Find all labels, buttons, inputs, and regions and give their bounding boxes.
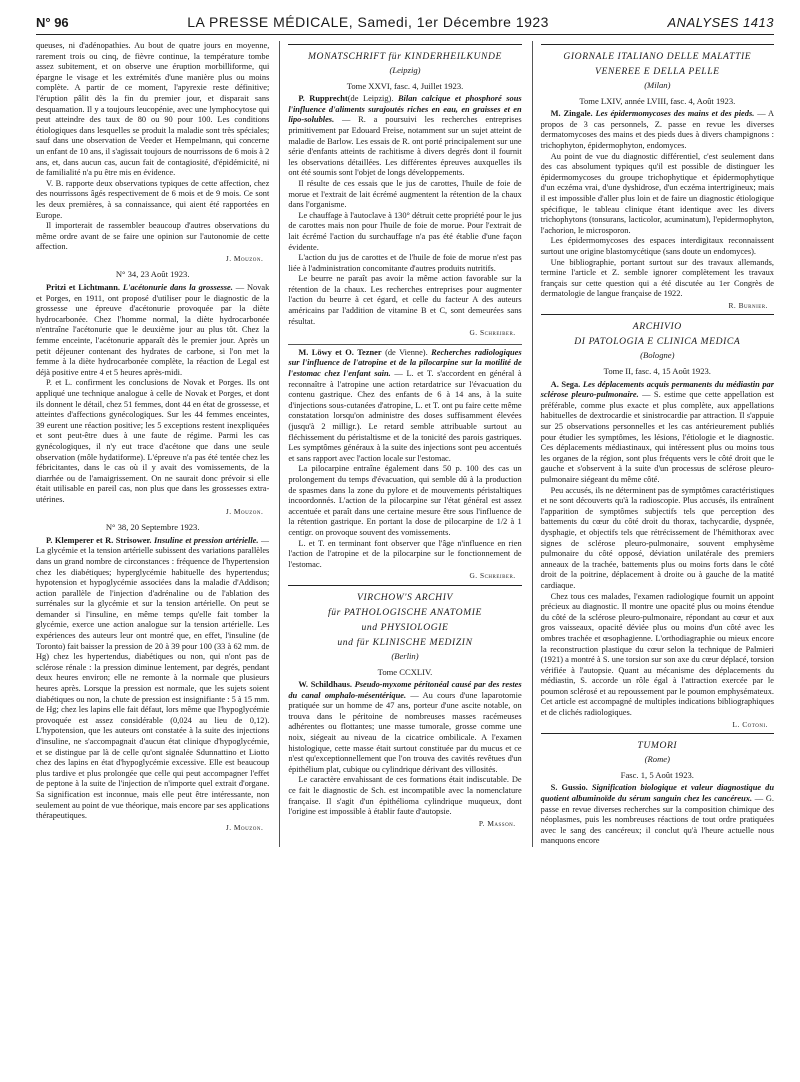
- column-1: [36, 41, 269, 847]
- article-author: P. Klemperer et R. Strisower.: [46, 535, 152, 545]
- journal-city: (Leipzig): [389, 65, 421, 75]
- divider: [541, 314, 774, 315]
- paragraph: Une bibliographie, portant surtout sur des travaux allemands, termine l'article et Z. semble ignorer complètement les travaux français sur cette question qui a été discutée au 1er Congrès de dermatologie de langue française de 1922.: [540, 257, 774, 299]
- article: [36, 536, 269, 822]
- signature: J. Mouzon.: [225, 253, 264, 263]
- article-author: M. Zingale.: [550, 109, 593, 119]
- article-text: — La glycémie et la tension artérielle subissent des variations parallèles dans un grand nombre de circonstances : fréquence de l'hypertension chez les diabétiques; hyperglycémie habituelle des hypertendus; hypotension et hypoglycémie associées dans la maladie d'Addison; action parallèle de l'injection d'adrénaline ou de l'ablation des surrénales sur la glycémie et sur la tension artérielle. On peut se demander si l'insuline, en même temps qu'elle fait tomber la glycémie, exerce une action analogue sur la tension artérielle. Les expériences des auteurs leur ont montré que, en effet, l'insuline (de Toronto) fait baisser la pression de 20 à 39 pour 100 (33 à 62 mm. de Hg) chez les hypertendus, diabétiques ou non, qui n'ont pas de sclérose rénale : la pression diminue lentement, par degrés, pendant deux heures environ; elle ne remonte à la normale que plusieurs heures après. Lorsque la pression est normale, que les sujets soient diabétiques ou non, la chute de pression est insignifiante : 5 à 15 mm. de Hg; chez les lapins elle fait défaut, lors même que l'hypoglycémie provoquée est assez considérable (0,024 au lieu de 0,12). L'hypotension, que les auteurs ont constatée à la suite des injections d'insuline, ne s'accompagnait d'aucun état clinique d'hypoglycémie, et se distingue par là de celle qu'ont signalée Sdunnattino et Liotto chez des lapins en état d'hypoglycémie excessive. Elle est beaucoup plus tardive et plus prolongée que celle qui peut accompagner l'effet de peptone à la suite de l'injection de n'importe quel extrait d'organe. Sa signification est inconnue, mais elle peut être intéressante, non seulement au point de vue théorique, mais encore par ses applications thérapeutiques.: [36, 535, 270, 821]
- article-title: Signification biologique et valeur diagnostique du quotient albuminoïde du sérum sanguin chez les cancéreux.: [540, 783, 774, 804]
- paragraph: L'action du jus de carottes et de l'huile de foie de morue n'est pas liée à l'administration concomitante d'autres produits nutritifs.: [288, 253, 522, 273]
- article-text: — A propos de 3 cas personnels, Z. passe en revue les diverses dermatomycoses des mains et des pieds dues à divers champignons : trichophyton, épidermophyton, endomyces.: [540, 109, 774, 150]
- article-text: — S. estime que cette appellation est préférable, comme plus exacte et plus complète, aux appellations habituelles de dextrocardie et sinistrocardie par attraction. Il s'appuie sur 25 observations personnelles et les cas antérieurement publiés pour étudier les symptômes, les lésions, l'étiologie et le diagnostic. Ces déplacements médiastinaux, qui intéressent plus ou moins tous les organes de la région, sont plus fréquents vers le côté droit que le gauche et s'observent à la suite d'un processus de sclérose pleuro-pulmonaire siégeant du même côté.: [540, 390, 774, 484]
- issue-line: N° 38, 20 Septembre 1923.: [105, 522, 200, 533]
- article-text: — L. et T. s'accordent en général à reconnaître à l'atropine une action retardatrice sur l'évacuation du contenu gastrique. Chez des enfants de 6 à 14 ans, à la suite d'injections sous-cutanées d'atropine, L. et T. ont pu faire cette même constatation lorsqu'on administre des doses suffisamment élevées (jusqu'à 2 milligr.). Le retard semble attribuable surtout au fléchissement du péristaltisme et de la tonicité des parois gastriques. Les symptômes généraux à la suite des injections sont peu accentués et sans rapport avec l'action locale sur l'estomac.: [288, 369, 522, 463]
- article-title: Recherches radiologiques sur l'influence de l'atropine et de la pilocarpine sur la motilité de l'estomac chez l'enfant sain.: [288, 347, 522, 379]
- signature: G. Schreiber.: [469, 328, 516, 338]
- section-title: ANALYSES 1413: [667, 15, 774, 30]
- article-author: P. Rupprecht: [298, 94, 348, 104]
- paragraph: Au point de vue du diagnostic différentiel, c'est seulement dans des cas absolument typiques qu'il est possible de distinguer les épidermomycoses du groupe trichophytique et épidermophytique d'un eczéma vrai, d'une dyshidrose, d'un eczéma intertrigineux; mais il est impossible d'aller plus loin et de faire un diagnostic étiologique spécifique, le tableau clinique étant identique avec les divers trichophytons (tonsurans, lacticolor, acuminatum), l'epidermophyton, l'achorion, le microsporon.: [540, 151, 774, 235]
- article-text: — G. passe en revue diverses recherches sur la composition chimique des néoplasmes, puis les nombreuses réactions de tout ordre pratiquées avec le sang des cancéreux; il conclut qu'à l'heure actuelle nous manquons encore: [540, 794, 774, 846]
- issue-line: N° 34, 23 Août 1923.: [115, 269, 190, 280]
- journal-city: (Milan): [644, 80, 671, 90]
- divider: [288, 344, 521, 345]
- paragraph: Chez tous ces malades, l'examen radiologique fournit un appoint précieux au diagnostic. Il montre une opacité plus ou moins étendue du côté de la sclérose pleuro-pulmonaire, répondant au cœur et aux gros vaisseaux, opacité déviée plus ou moins d'un côté avec les ombres trachée et œsophagienne. L'orthodiagraphie ou mieux encore la reconstruction plastique du cœur selon la technique de Palmieri (1921) a montré à S. une torsion sur son axe du cœur déplacé, torsion vérifiée à l'autopsie. Quant au mécanisme des déplacements du médiastin, S. accorde un rôle égal à l'attraction exercée par le poumon sclérosé et au repoussement par le poumon emphysémateux. Cet article est accompagné de multiples indications bibliographiques et de clichés radiologiques.: [540, 591, 774, 718]
- divider: [288, 44, 521, 45]
- signature: L. Cotoni.: [732, 719, 768, 729]
- signature: P. Masson.: [478, 818, 516, 828]
- article: [541, 783, 774, 847]
- article: [288, 94, 521, 179]
- journal-city: (Rome): [644, 754, 670, 765]
- paragraph: V. B. rapporte deux observations typiques de cette affection, chez des nourrissons âgés respectivement de 6 mois et de 9 mois. Ce sont les deux premières, à sa connaissance, qui aient été rapportées en Europe.: [36, 178, 270, 220]
- journal-heading: für PATHOLOGISCHE ANATOMIE: [327, 606, 482, 618]
- article-text: — Au cours d'une laparotomie pratiquée sur un homme de 47 ans, porteur d'une ascite notable, on trouva dans le péritoine de nombreuses masses racémeuses adhérentes ou flottantes; une masse tumorale, grosse comme une noix, siégeait au niveau de la cicatrice ombilicale. A l'examen histologique, cette masse était surtout constituée par du mucus et ce n'est qu'exceptionnellement que l'on trouva des cavités revêtues d'un épithélium plat, cubique ou cylindrique dérivant des villosités.: [288, 690, 522, 774]
- issue-line: Fasc. 1, 5 Août 1923.: [620, 769, 694, 780]
- divider: [288, 585, 521, 586]
- article-author: W. Schildhaus.: [298, 680, 352, 690]
- article: [288, 348, 521, 465]
- journal-heading: ARCHIVIO: [632, 321, 682, 333]
- journal-heading: TUMORI: [637, 740, 678, 752]
- signature: J. Mouzon.: [225, 506, 264, 516]
- issue-line: Tome XXVI, fasc. 4, Juillet 1923.: [346, 80, 464, 91]
- article: [36, 283, 269, 378]
- columns: [36, 41, 774, 847]
- journal-city: (Berlin): [391, 650, 419, 661]
- journal-heading: und für KLINISCHE MEDIZIN: [337, 636, 473, 648]
- journal-heading: GIORNALE ITALIANO DELLE MALATTIE: [563, 51, 752, 62]
- article-title: Insuline et pression artérielle.: [154, 535, 259, 545]
- journal-heading: MONATSCHRIFT für KINDERHEILKUNDE: [307, 51, 502, 62]
- journal-heading: VIRCHOW'S ARCHIV: [357, 591, 453, 603]
- article-affiliation: (de Vienne).: [385, 347, 428, 357]
- journal-title: LA PRESSE MÉDICALE, Samedi, 1er Décembre 1923: [187, 14, 549, 30]
- divider: [541, 733, 774, 734]
- paragraph: Le chauffage à l'autoclave à 130° détruit cette propriété pour le jus de carottes mais non pour l'huile de foie de morue. Pour l'extrait de lait écrémé l'action du surchauffage n'a pas été établie d'une façon évidente.: [288, 210, 522, 252]
- article-author: S. Gussio.: [550, 783, 588, 793]
- article-author: A. Sega.: [550, 379, 581, 389]
- article-title: Les épidermomycoses des mains et des pieds.: [595, 109, 755, 119]
- page-header: [36, 14, 774, 35]
- journal-heading: VENEREE E DELLA PELLE: [595, 66, 720, 77]
- article-title: Pseudo-myxome péritonéal causé par des restes du canal omphalo-mésentérique.: [288, 680, 522, 700]
- article-affiliation: (de Leipzig).: [347, 94, 394, 104]
- paragraph: Le beurre ne paraît pas avoir la même action favorable sur la rétention de la chaux. Les recherches entreprises pour augmenter l'action du beurre à cet égard, et celle du facteur A des auteurs américains par l'addition de vitamine B et C, sont demeurées sans résultat.: [288, 274, 522, 326]
- article: [541, 380, 774, 486]
- signature: R. Burnier.: [728, 300, 768, 310]
- article-author: Pritzi et Lichtmann.: [46, 283, 120, 293]
- signature: G. Schreiber.: [469, 571, 516, 581]
- paragraph: La pilocarpine entraîne également dans 50 p. 100 des cas un prolongement du temps d'évacuation, qui semble dû à la production de spasmes dans la zone du pylore et de mouvements péristaltiques incoordonnés. L'action de la pilocarpine sur l'état général est assez accentuée et paraît dans une certaine mesure être sous l'influence de la rétention gastrique. En portant la dose de pilocarpine de 1/2 à 1 centigr. on provoque souvent des vomissements.: [288, 464, 522, 537]
- paragraph: Il résulte de ces essais que le jus de carottes, l'huile de foie de morue et l'extrait de lait écrémé augmentent la rétention de la chaux dans l'organisme.: [288, 178, 522, 210]
- signature: J. Mouzon.: [225, 822, 264, 832]
- issue-line: Tome CCXLIV.: [377, 666, 433, 677]
- article-text: — Novak et Porges, en 1911, ont proposé d'utiliser pour le diagnostic de la grossesse une épreuve d'acétonurie provoquée par la diète hydrocarbonée. Chez l'homme normal, la diète hydrocarbonée n'entraîne l'acétonurie que le deuxième jour au plus tôt. Chez la femme enceinte, l'acétonurie apparaît dès le premier jour. Après un petit déjeuner contenant des hydrates de carbone, si l'on met la femme à la diète hydrocarbonée complète, la réaction de Legal est déjà positive entre 4 et 5 heures après-midi.: [36, 283, 270, 377]
- article-text: — R. a poursuivi les recherches entreprises primitivement par Edouard Freise, notamment sur un sujet atteint de maladie de Barlow. Les essais de R. ont porté principalement sur une série d'enfants atteints de rachitisme à divers degrés dont il fournit les observations détaillées. Les différentes épreuves auxquelles ils ont été soumis sont l'objet de longs développements.: [288, 115, 522, 178]
- column-2: [279, 41, 521, 847]
- article-title: Bilan calcique et phosphoré sous l'influence d'aliments surajoutés riches en eau, en graisses et en lipo-solubles.: [288, 94, 522, 125]
- article: [288, 680, 521, 775]
- issue-line: Tome II, fasc. 4, 15 Août 1923.: [603, 366, 711, 377]
- paragraph: Les épidermomycoses des espaces interdigitaux reconnaissent surtout une origine blastomycétique (sans doute un endomyces).: [540, 236, 774, 256]
- paragraph: Peu accusés, ils ne déterminent pas de symptômes caractéristiques et ne sont découverts qu'à la radioscopie. Plus accusés, ils entraînent l'apparition de symptômes subjectifs tels que perception des battements du cœur du côté droit du thorax, tachycardie, dyspnée, dysphagie, et objectifs tels que rétrécissement de l'hémithorax avec signes de sclérose pleuro-pulmonaire, souvent emphysème pulmonaire du côté opposé, déviation unilatérale des premiers anneaux de la trachée, battements plus ou moins forts dans le côté droit de la poitrine, déplacement à droite ou à gauche de la matité cardiaque.: [540, 485, 774, 590]
- paragraph: L. et T. en terminant font observer que l'âge n'influence en rien l'action de l'atropine et de la pilocarpine sur le fonctionnement de l'estomac.: [288, 538, 522, 569]
- paragraph: P. et L. confirment les conclusions de Novak et Porges. Ils ont appliqué une technique analogue à celle de Novak et Porges, et dont ils donnent le détail, chez 51 femmes, dont 44 en état de grossesse, et atteintes d'affections gynécologiques. Sur les 44 femmes enceintes, 39 eurent une réaction positive; les 5 exceptions restent inexpliquées et sont peut-être dues à une faute de régime. Parmi les cas gynécologiques, il n'y eut trace d'acétone que dans une seule observation (môle hydatiforme). L'épreuve n'a pas été tentée chez les fébricitantes, dans le cas où il y avait des vomissements, de la diarrhée ou de l'amaigrissement. On ne saurait donc prévoir si elle était utilisable en pareil cas, non plus que dans les grossesses extra-utérines.: [36, 378, 270, 504]
- article-title: L'acétonurie dans la grossesse.: [122, 283, 233, 293]
- column-3: [532, 41, 774, 847]
- article: [541, 109, 774, 151]
- journal-heading: DI PATOLOGIA E CLINICA MEDICA: [574, 336, 741, 348]
- paragraph: Le caractère envahissant de ces formations était indiscutable. De ce fait le diagnostic de Sch. est incompatible avec la nomenclature française. Il s'agit d'un épithélioma cylindrique muqueux, dont l'origine est impossible à établir faute d'autopsie.: [288, 775, 522, 817]
- paragraph: queuses, ni d'adénopathies. Au bout de quatre jours en moyenne, rarement trois ou cinq, de fièvre continue, la température tombe assez subitement, et on observe une éruption morbilliforme, qui épargne le visage et les extrémités d'une manière plus ou moins complète. A partir de ce moment, l'apyrexie reste définitive; l'éruption pâlit dès la fin du premier jour, et disparait sans desquamation. Il y a toujours leucopénie, avec une lymphocytose qui peut atteindre des taux de 80 ou 90 pour 100. Les conditions étiologiques dans lesquelles se produit la maladie sont très spéciales; sauf dans une observation de Veeder et Hempelmann, qui concerne un enfant de 10 ans, il s'agissait toujours de nourrissons de 6 mois à 2 ans, et, dans aucun cas, aucun fait de contagiosité, d'épidémicité, ni de familialité n'a pu être mis en évidence.: [36, 41, 270, 178]
- issue-line: Tome LXIV, année LVIII, fasc. 4, Août 1923.: [579, 95, 736, 106]
- page-number: N° 96: [36, 15, 69, 30]
- paragraph: Il importerait de rassembler beaucoup d'autres observations du même ordre avant de se faire une opinion sur l'autonomie de cette affection.: [36, 221, 270, 252]
- divider: [541, 44, 774, 45]
- article-author: M. Löwy et O. Tezner: [298, 347, 382, 357]
- article-title: Les déplacements acquis permanents du médiastin par sclérose pleuro-pulmonaire.: [540, 379, 774, 400]
- journal-city: (Bologne): [640, 350, 675, 361]
- journal-heading: und PHYSIOLOGIE: [361, 621, 449, 633]
